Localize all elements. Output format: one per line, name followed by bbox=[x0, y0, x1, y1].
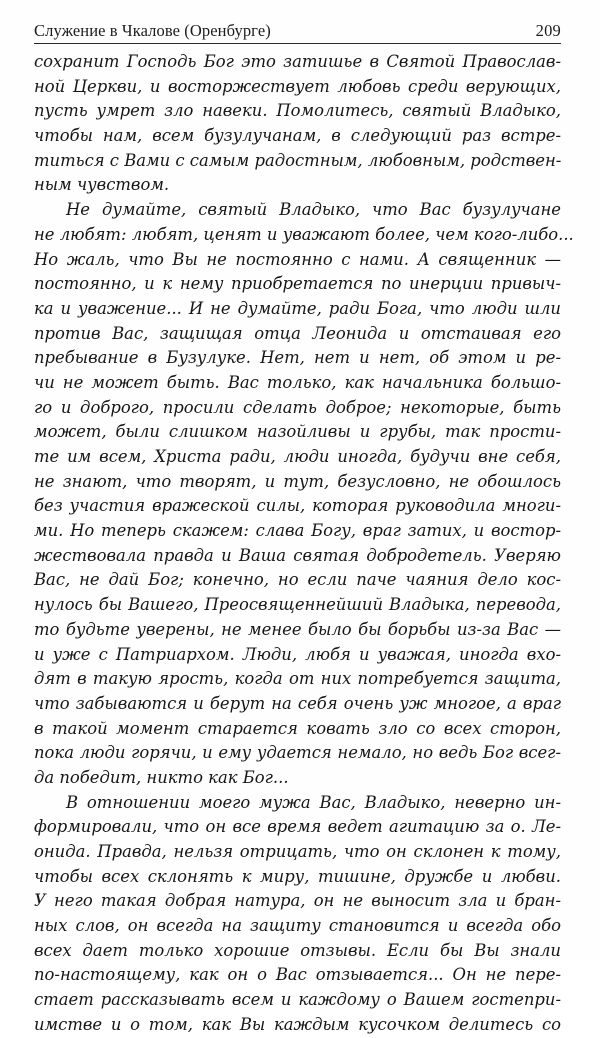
text-line: онида. Правда, нельзя отрицать, что он склонен к тому, bbox=[34, 842, 561, 861]
body-text bbox=[34, 50, 574, 1038]
text-line: по-настоящему, как он о Вас отзывается... Он не пере- bbox=[34, 965, 561, 985]
text-line: стает рассказывать всем и каждому о Вашем гостепри- bbox=[34, 990, 561, 1010]
text-line: ми. Но теперь скажем: слава Богу, враг затих, и востор- bbox=[34, 521, 561, 541]
text-line: дят в такую ярость, когда от них потребуется защита, bbox=[34, 669, 561, 689]
text-line: может, были слишком назойливы и грубы, так прости- bbox=[34, 422, 561, 442]
text-line: те им всем, Христа ради, люди иногда, будучи вне себя, bbox=[34, 447, 561, 466]
text-line: ка и уважение... И не думайте, ради Бога, что люди шли bbox=[34, 298, 561, 318]
text-line: нулось бы Вашего, Преосвященнейший Владыка, перевода, bbox=[34, 595, 561, 615]
page-number: 209 bbox=[535, 21, 561, 40]
text-line: го и доброго, просили сделать доброе; некоторые, быть bbox=[34, 397, 561, 417]
text-line: пребывание в Бузулуке. Нет, нет и нет, об этом и ре- bbox=[34, 348, 561, 368]
text-line: Не думайте, святый Владыко, что Вас бузулучане bbox=[66, 200, 561, 220]
header-rule-divider bbox=[34, 43, 561, 44]
text-line: ной Церкви, и восторжествует любовь среди верующих, bbox=[34, 76, 561, 96]
text-line: не знают, что творят, и тут, безусловно, не обошлось bbox=[34, 471, 561, 491]
text-line: ным чувством. bbox=[34, 175, 170, 195]
text-line: да победит, никто как Бог... bbox=[34, 767, 289, 787]
text-line: формировали, что он все время ведет агитацию за о. Ле- bbox=[34, 817, 561, 837]
text-line: не любят: любят, ценят и уважают более, чем кого-либо... bbox=[34, 224, 574, 244]
text-line: титься с Вами с самым радостным, любовным, родствен- bbox=[34, 150, 562, 170]
text-line: чтобы всех склонять к миру, тишине, дружбе и любви. bbox=[34, 866, 561, 886]
paragraph bbox=[34, 791, 561, 1038]
text-line: всех дает только хорошие отзывы. Если бы Вы знали bbox=[34, 940, 561, 960]
text-line: пока люди горячи, и ему удается немало, но ведь Бог всег- bbox=[34, 743, 561, 763]
text-line: пусть умрет зло навеки. Помолитесь, святый Владыко, bbox=[34, 101, 561, 121]
paragraph bbox=[34, 50, 561, 198]
text-line: постоянно, и к нему приобретается по инерции привыч- bbox=[34, 274, 561, 294]
text-line: Вас, не дай Бог; конечно, но если паче чаяния дело кос- bbox=[34, 570, 561, 590]
text-line: В отношении моего мужа Вас, Владыко, неверно ин- bbox=[66, 792, 561, 812]
text-line: против Вас, защищая отца Леонида и отстаивая его bbox=[34, 323, 561, 343]
running-head bbox=[34, 17, 561, 41]
paragraph bbox=[34, 198, 574, 791]
text-line: жествовала правда и Ваша святая добродетель. Уверяю bbox=[34, 545, 561, 565]
text-line: У него такая добрая натура, он не выносит зла и бран- bbox=[34, 891, 561, 911]
text-line: в такой момент старается ковать зло со всех сторон, bbox=[34, 718, 561, 738]
text-line: без участия вражеской силы, которая руководила многи- bbox=[34, 496, 561, 516]
text-line: и уже с Патриархом. Люди, любя и уважая, иногда вхо- bbox=[34, 644, 561, 664]
text-line: имстве и о том, как Вы каждым кусочком делитесь со bbox=[34, 1014, 561, 1034]
text-line: сохранит Господь Бог это затишье в Святой Православ- bbox=[34, 52, 561, 71]
text-line: ных слов, он всегда на защиту становится и всегда обо bbox=[34, 916, 561, 936]
text-line: чтобы нам, всем бузулучанам, в следующий раз встре- bbox=[34, 126, 561, 146]
text-line: что забываются и берут на себя очень уж многое, а враг bbox=[34, 693, 561, 713]
running-head-title: Служение в Чкалове (Оренбурге) bbox=[34, 21, 271, 40]
text-line: то будьте уверены, не менее было бы борьбы из-за Вас — bbox=[34, 619, 561, 639]
text-line: Но жаль, что Вы не постоянно с нами. А священник — bbox=[34, 249, 561, 269]
text-line: чи не может быть. Вас только, как начальника большо- bbox=[34, 372, 561, 392]
